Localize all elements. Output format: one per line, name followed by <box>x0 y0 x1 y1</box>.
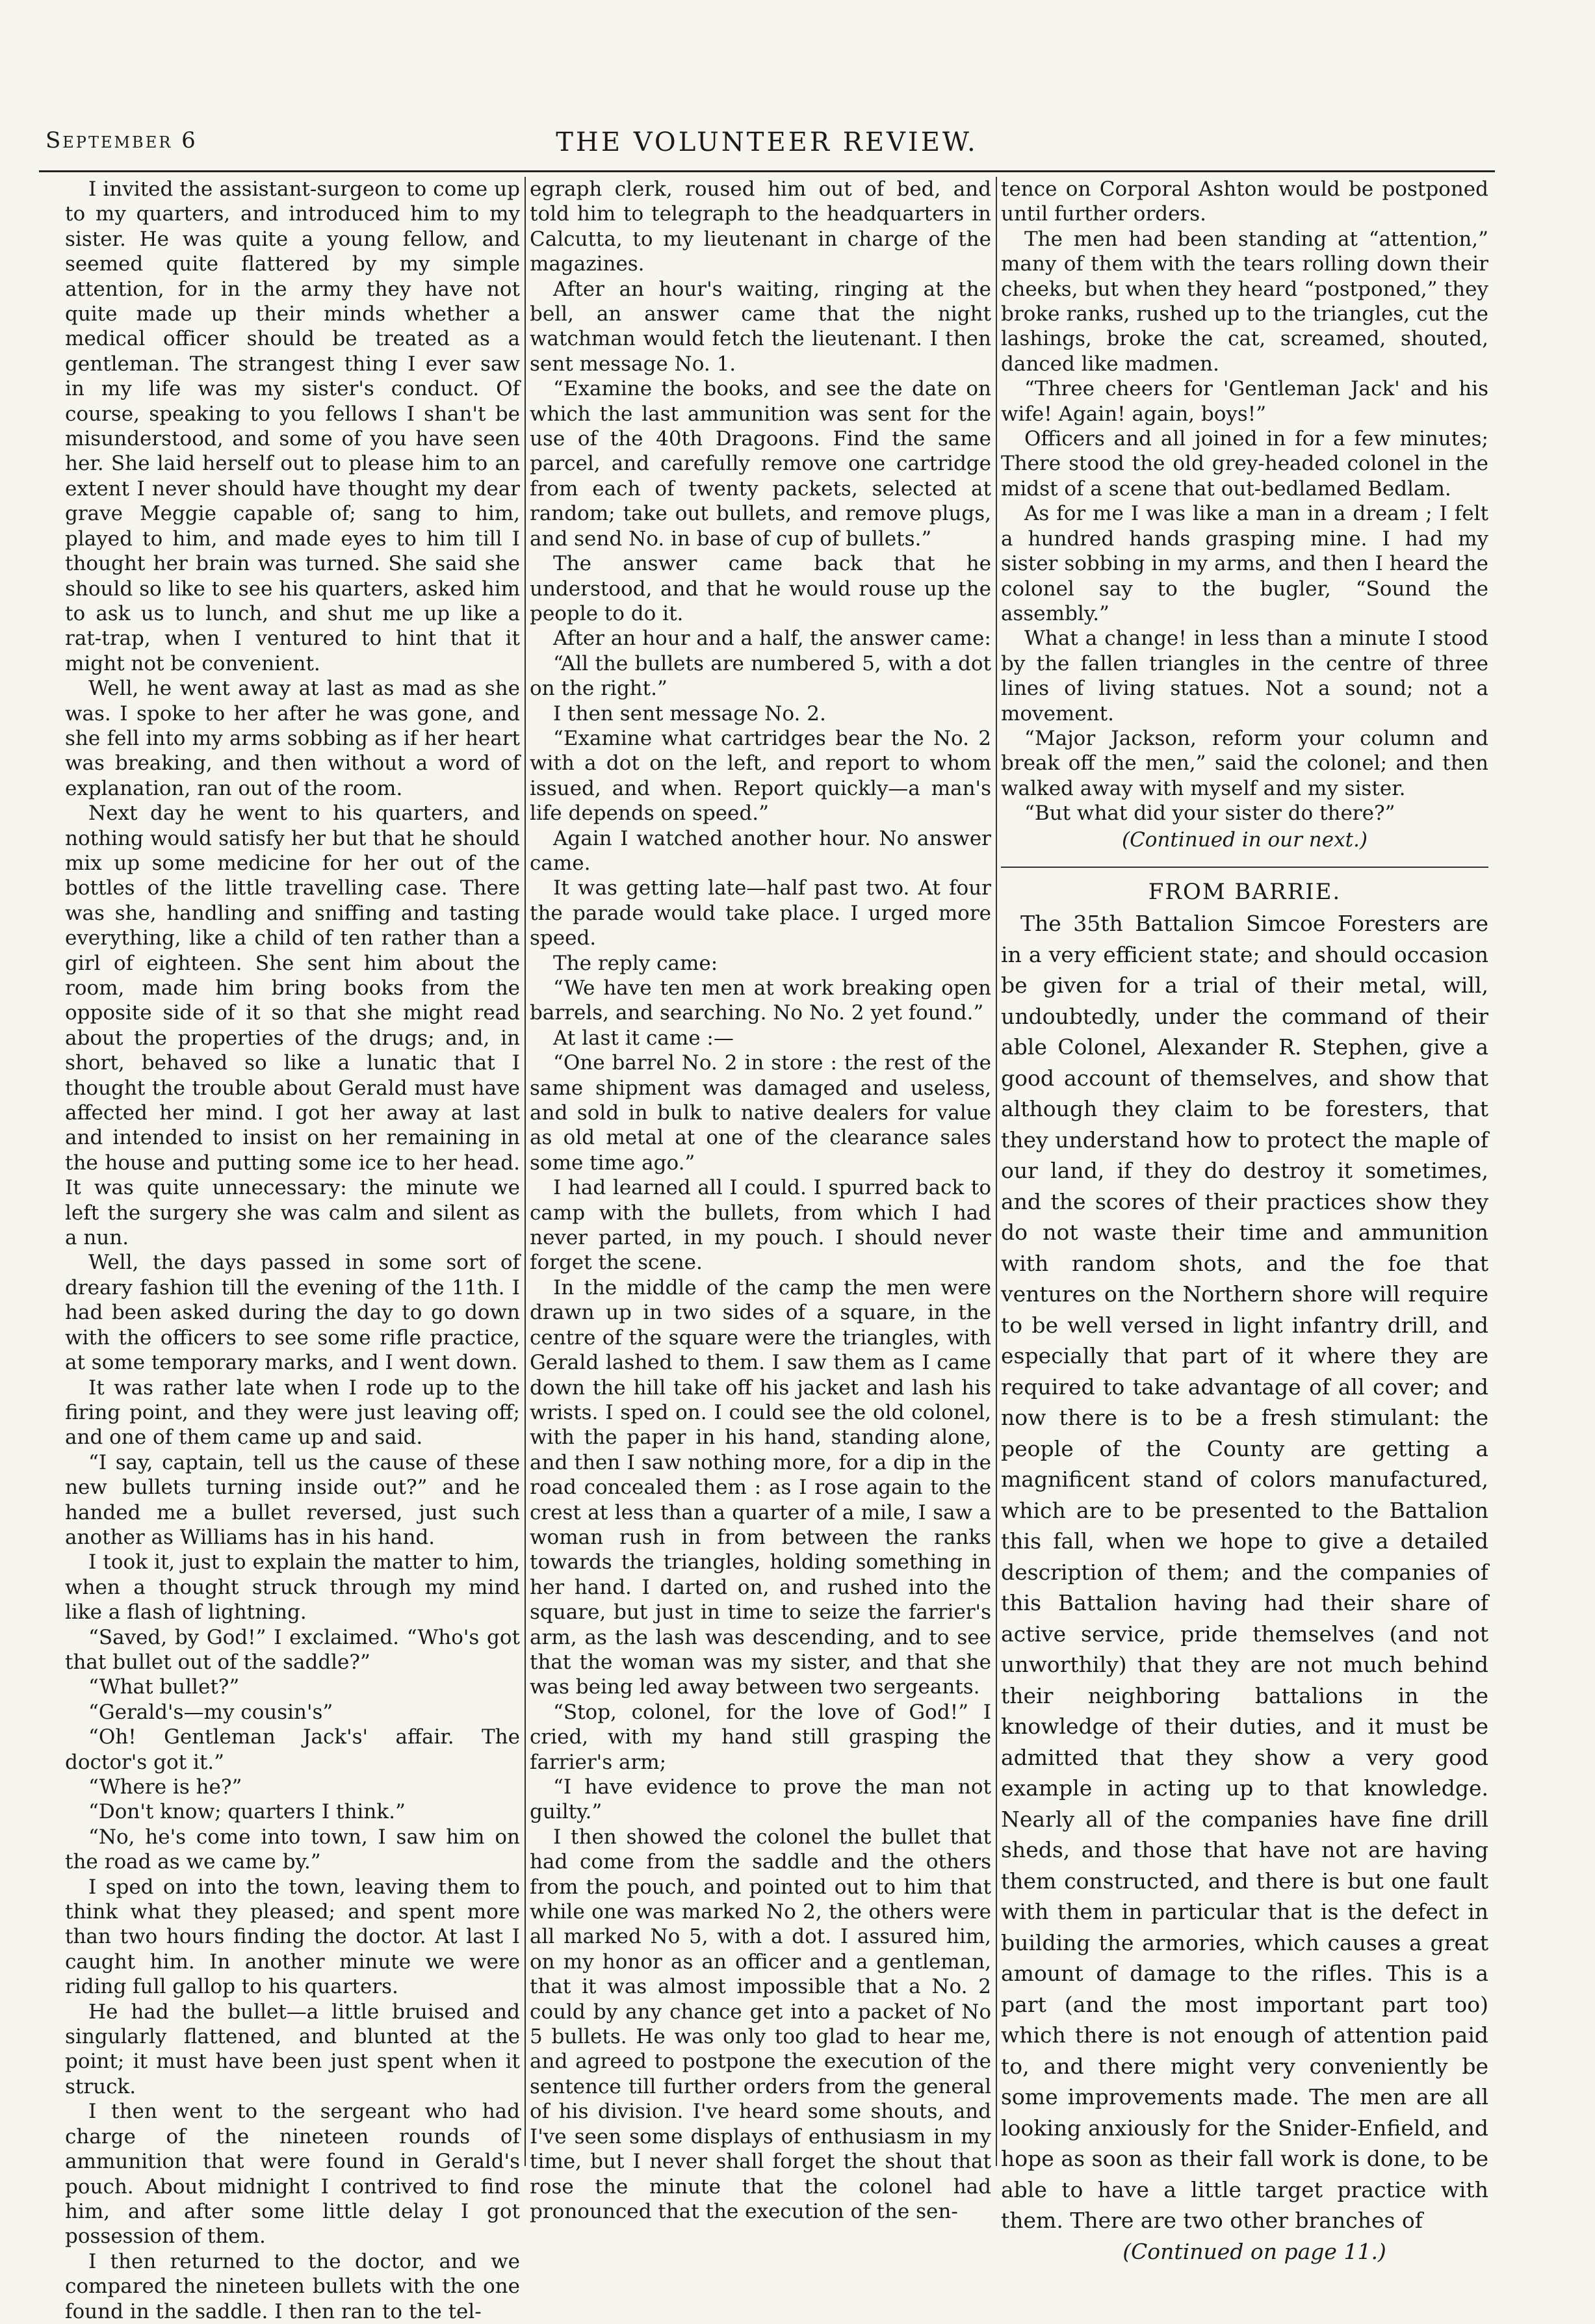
paragraph: “Stop, colonel, for the love of God!” I cried, with my hand still grasping the farrier's arm; <box>530 1700 991 1774</box>
paragraph: Again I watched another hour. No answer came. <box>530 826 991 875</box>
issue-date: September 6 <box>45 127 198 153</box>
column-3 <box>1001 177 1488 2264</box>
paragraph: After an hour and a half, the answer came: <box>553 627 991 651</box>
paragraph: The men had been standing at “attention,” many of them with the tears rolling down their cheeks, but when they heard “postponed,” they broke ranks, rushed up to the triangles, cut the lashings, broke the cat, screamed, shouted, danced like madmen. <box>1001 227 1488 376</box>
paragraph: “Where is he?” <box>88 1775 242 1799</box>
paragraph: The reply came: <box>553 951 718 975</box>
paragraph: I then showed the colonel the bullet that had come from the saddle and the others from the pouch, and pointed out to him that while one was marked No 2, the others were all marked No 5, with a dot. I assured him, on my honor as an officer and a gentleman, that it was almost impossible that a No. 2 could by any chance get into a packet of No 5 bullets. He was only too glad to hear me, and agreed to postpone the execution of the sentence till further orders from the general of his division. I've heard some shouts, and I've seen some displays of enthusiasm in my time, but I never shall forget the shout that rose the minute that the colonel had pronounced that the execution of the sen- <box>530 1825 991 2223</box>
paragraph: “All the bullets are numbered 5, with a dot on the right.” <box>530 651 991 701</box>
paragraph: After an hour's waiting, ringing at the bell, an answer came that the night watchman would fetch the lieutenant. I then sent message No. 1. <box>530 277 991 376</box>
paragraph: The 35th Battalion Simcoe Foresters are in a very efficient state; and should occasion be given for a trial of their metal, will, undoubtedly, under the command of their able Colonel, Alexander R. Stephen, give a good account of themselves, and show that although they claim to be foresters, that they understand how to protect the maple of our land, if they do destroy it sometimes, and the scores of their practices show they do not waste their time and ammunition with random shots, and the foe that ventures on the Northern shore will require to be well versed in light infantry drill, and especially that part of it where they are required to take advantage of all cover; and now there is to be a fresh stimulant: the people of the County are getting a magnificent stand of colors manufactured, which are to be presented to the Battalion this fall, when we hope to give a detailed description of them; and the companies of this Battalion having had their share of active service, pride themselves (and not unworthily) that they are not much behind their neighboring battalions in the knowledge of their duties, and it must be admitted that they show a very good example in acting up to that knowledge. Nearly all of the companies have fine drill sheds, and those that have not are having them constructed, and there is but one fault with them in particular that is the defect in building the armories, which causes a great amount of damage to the rifles. This is a part (and the most important part too) which there is not enough of attention paid to, and there might very conveniently be some improvements made. The men are all looking anxiously for the Snider-Enfield, and hope as soon as their fall work is done, to be able to have a little target practice with them. There are two other branches of <box>1001 911 1488 2234</box>
paragraph: I took it, just to explain the matter to him, when a thought struck through my mind like a flash of lightning. <box>65 1550 520 1625</box>
paragraph: “I have evidence to prove the man not guilty.” <box>530 1775 991 1824</box>
paragraph: I invited the assistant-surgeon to come up to my quarters, and introduced him to my sister. He was quite a young fellow, and seemed quite flattered by my simple attention, for in the army they have not quite made up their minds whether a medical officer should be treated as a gentleman. The strangest thing I ever saw in my life was my sister's conduct. Of course, speaking to you fellows I shan't be misunderstood, and some of you have seen her. She laid herself out to please him to an extent I never should have thought my dear grave Meggie capable of; sang to him, played to him, and made eyes to him till I thought her brain was turned. She said she should so like to see his quarters, asked him to ask us to lunch, and shut me up like a rat-trap, when I ventured to hint that it might not be convenient. <box>65 177 520 675</box>
column-2 <box>530 177 991 2223</box>
article-barrie <box>1001 908 1488 2267</box>
paragraph: As for me I was like a man in a dream ; I felt a hundred hands grasping mine. I had my sister sobbing in my arms, and then I heard the colonel say to the bugler, “Sound the assembly.” <box>1001 502 1488 625</box>
paragraph: “But what did your sister do there?” <box>1024 802 1395 826</box>
paragraph: I then went to the sergeant who had charge of the nineteen rounds of ammunition that were found in Gerald's pouch. About midnight I contrived to find him, and after some little delay I got possession of them. <box>65 2100 520 2249</box>
paragraph: “Major Jackson, reform your column and break off the men,” said the colonel; and then walked away with myself and my sister. <box>1001 726 1488 800</box>
paragraph: I had learned all I could. I spurred back to camp with the bullets, from which I had never parted, in my pouch. I should never forget the scene. <box>530 1176 991 1275</box>
paragraph: Officers and all joined in for a few minutes; There stood the old grey-headed colonel in the midst of a scene that out-bedlamed Bedlam. <box>1001 427 1488 501</box>
paragraph: “Gerald's—my cousin's” <box>88 1700 333 1724</box>
column-1 <box>65 177 520 2323</box>
paragraph: Well, the days passed in some sort of dreary fashion till the evening of the 11th. I had been asked during the day to go down with the officers to see some rifle practice, at some temporary marks, and I went down. <box>65 1251 520 1375</box>
paragraph: The answer came back that he understood, and that he would rouse up the people to do it. <box>530 552 991 625</box>
paragraph: “Examine what cartridges bear the No. 2 with a dot on the left, and report to whom issued, and when. Report quickly—a man's life depends on speed.” <box>530 726 991 826</box>
paragraph: “What bullet?” <box>88 1675 240 1699</box>
publication-title: THE VOLUNTEER REVIEW. <box>556 127 978 157</box>
paragraph: tence on Corporal Ashton would be postponed until further orders. <box>1001 177 1488 226</box>
paragraph: In the middle of the camp the men were drawn up in two sides of a square, in the centre of the square were the triangles, with Gerald lashed to them. I saw them as I came down the hill take off his jacket and lash his wrists. I sped on. I could see the old colonel, with the paper in his hand, standing alone, and then I saw nothing more, for a dip in the road concealed them : as I rose again to the crest at less than a quarter of a mile, I saw a woman rush in from between the ranks towards the triangles, holding something in her hand. I darted on, and rushed into the square, but just in time to seize the farrier's arm, as the lash was descending, and to see that the woman was my sister, and that she was being led away between two sergeants. <box>530 1275 991 1699</box>
paragraph: Well, he went away at last as mad as she was. I spoke to her after he was gone, and she fell into my arms sobbing as if her heart was breaking, and then without a word of explanation, ran out of the room. <box>65 677 520 800</box>
paragraph: Next day he went to his quarters, and nothing would satisfy her but that he should mix up some medicine for her out of the bottles of the little travelling case. There was she, handling and sniffing and tasting everything, like a child of ten rather than a girl of eighteen. She sent him about the room, made him bring books from the opposite side of it so that she might read about the properties of the drugs; and, in short, behaved so like a lunatic that I thought the trouble about Gerald must have affected her mind. I got her away at last and intended to insist on her remaining in the house and putting some ice to her head. It was quite unnecessary: the minute we left the surgery she was calm and silent as a nun. <box>65 802 520 1250</box>
paragraph: At last it came :— <box>553 1026 734 1050</box>
paragraph: He had the bullet—a little bruised and singularly flattened, and blunted at the point; it must have been just spent when it struck. <box>65 2000 520 2098</box>
paragraph: “One barrel No. 2 in store : the rest of the same shipment was damaged and useless, and sold in bulk to native dealers for value as old metal at one of the clearance sales some time ago.” <box>530 1051 991 1175</box>
paragraph: What a change! in less than a minute I stood by the fallen triangles in the centre of three lines of living statues. Not a sound; not a movement. <box>1001 627 1488 725</box>
paragraph: “Oh! Gentleman Jack's' affair. The doctor's got it.” <box>65 1725 520 1774</box>
continued-notice: (Continued in our next.) <box>1121 828 1368 852</box>
paragraph: “Three cheers for 'Gentleman Jack' and his wife! Again! again, boys!” <box>1001 377 1488 426</box>
paragraph: It was rather late when I rode up to the firing point, and they were just leaving off; and one of them came up and said. <box>65 1376 520 1450</box>
paragraph: I then sent message No. 2. <box>553 701 826 725</box>
page-header <box>39 127 1495 166</box>
paragraph: “Don't know; quarters I think.” <box>88 1800 406 1824</box>
column-divider <box>996 177 997 2166</box>
paragraph: I then returned to the doctor, and we compared the nineteen bullets with the one found in the saddle. I then ran to the tel- <box>65 2249 520 2323</box>
header-rule <box>39 170 1495 172</box>
continued-notice: (Continued on page 11.) <box>1122 2238 1386 2264</box>
paragraph: “Examine the books, and see the date on which the last ammunition was sent for the use of the 40th Dragoons. Find the same parcel, and carefully remove one cartridge from each of twenty packets, selected at random; take out bullets, and remove plugs, and send No. in base of cup of bullets.” <box>530 377 991 551</box>
paragraph: “We have ten men at work breaking open barrels, and searching. No No. 2 yet found.” <box>530 976 991 1025</box>
paragraph: “No, he's come into town, I saw him on the road as we came by.” <box>65 1825 520 1874</box>
paragraph: It was getting late—half past two. At four the parade would take place. I urged more speed. <box>530 876 991 950</box>
section-heading: FROM BARRIE. <box>1001 867 1488 904</box>
paragraph: egraph clerk, roused him out of bed, and told him to telegraph to the headquarters in Calcutta, to my lieutenant in charge of the magazines. <box>530 177 991 276</box>
paragraph: “Saved, by God!” I exclaimed. “Who's got that bullet out of the saddle?” <box>65 1625 520 1674</box>
column-divider <box>525 177 526 2166</box>
paragraph: I sped on into the town, leaving them to think what they pleased; and spent more than two hours finding the doctor. At last I caught him. In another minute we were riding full gallop to his quarters. <box>65 1875 520 1999</box>
paragraph: “I say, captain, tell us the cause of these new bullets turning inside out?” and he handed me a bullet reversed, just such another as Williams has in his hand. <box>65 1450 520 1549</box>
